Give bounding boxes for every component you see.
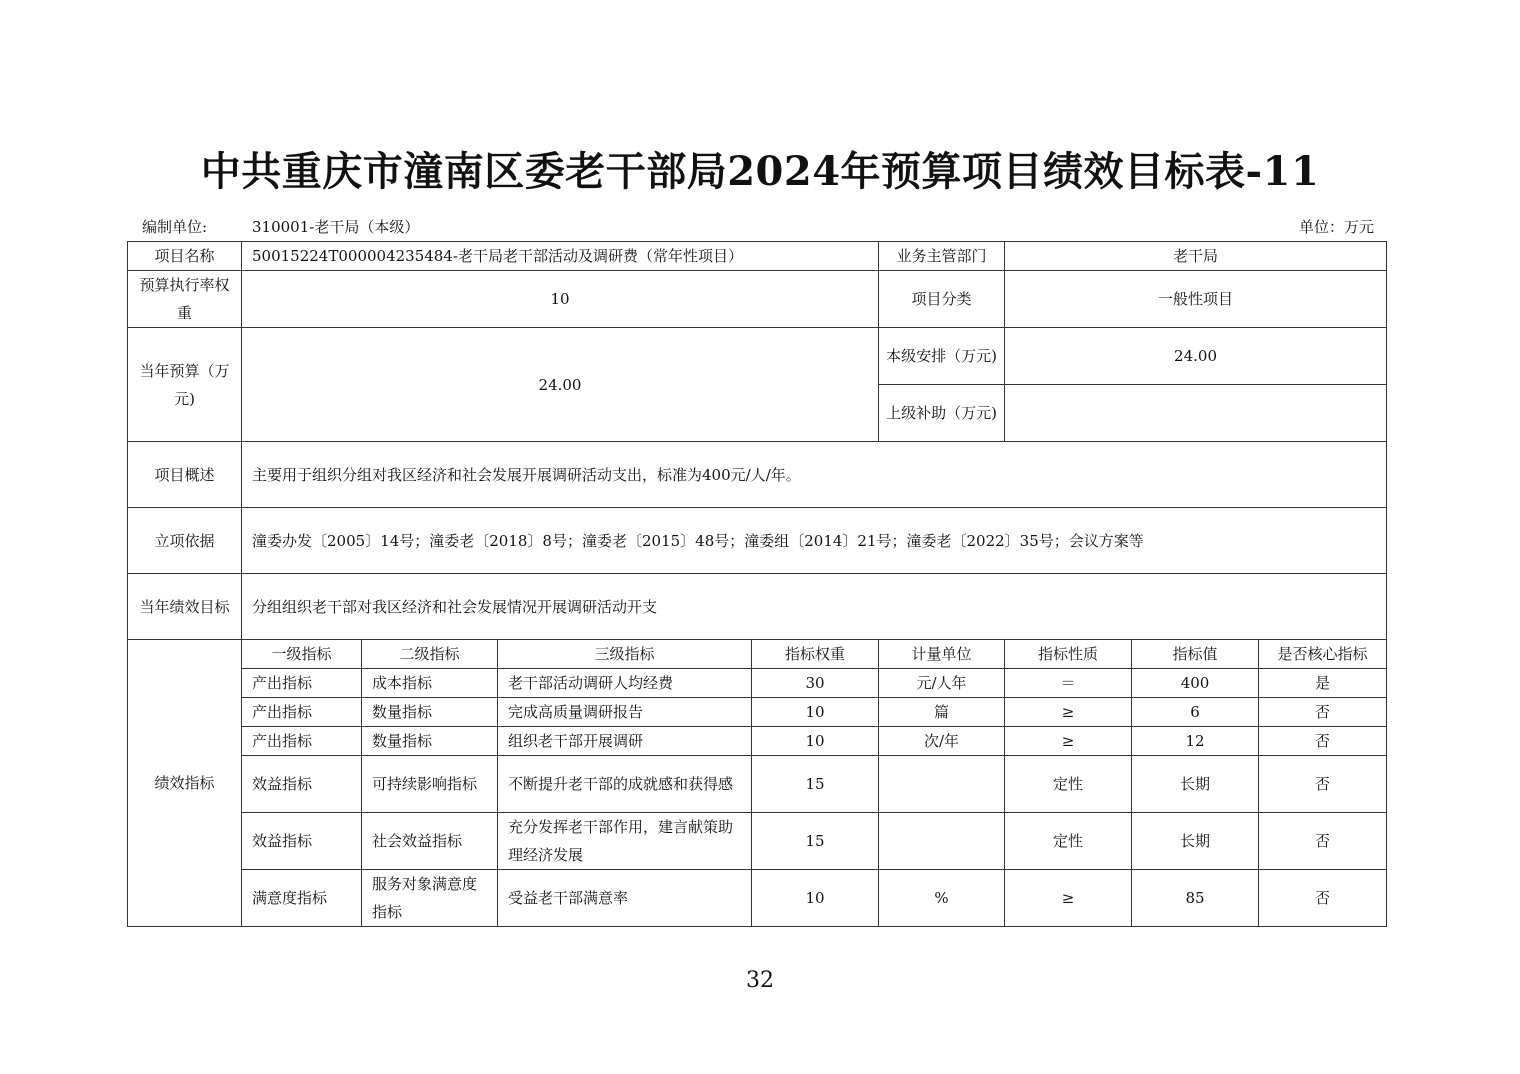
indicator-core: 是: [1259, 669, 1387, 698]
indicator-level3: 充分发挥老干部作用，建言献策助理经济发展: [498, 813, 752, 870]
rate-label: 预算执行率权重: [128, 271, 242, 328]
prepared-by-value: 310001-老干局（本级）: [252, 218, 420, 236]
indicator-weight: 30: [752, 669, 879, 698]
indicator-core: 否: [1259, 813, 1387, 870]
indicator-level1: 产出指标: [242, 727, 362, 756]
rate-row: [128, 271, 1387, 328]
indicator-value: 长期: [1132, 813, 1259, 870]
header-core: 是否核心指标: [1259, 640, 1387, 669]
indicator-value: 85: [1132, 870, 1259, 927]
performance-table: [127, 241, 1387, 927]
indicator-header-row: [128, 640, 1387, 669]
indicator-unit: [879, 756, 1005, 813]
indicator-level2: 可持续影响指标: [362, 756, 498, 813]
indicators-section-label: 绩效指标: [128, 640, 242, 927]
header-value: 指标值: [1132, 640, 1259, 669]
basis-label: 立项依据: [128, 508, 242, 574]
overview-label: 项目概述: [128, 442, 242, 508]
indicator-row: [128, 727, 1387, 756]
basis-value: 潼委办发〔2005〕14号；潼委老〔2018〕8号；潼委老〔2015〕48号；潼委组〔2014〕21号；潼委老〔2022〕35号；会议方案等: [242, 508, 1387, 574]
header-level2: 二级指标: [362, 640, 498, 669]
indicator-core: 否: [1259, 756, 1387, 813]
basis-row: [128, 508, 1387, 574]
indicator-weight: 15: [752, 756, 879, 813]
indicator-level1: 产出指标: [242, 669, 362, 698]
overview-value: 主要用于组织分组对我区经济和社会发展开展调研活动支出，标准为400元/人/年。: [242, 442, 1387, 508]
budget-label: 当年预算（万元): [128, 328, 242, 442]
page-number: 32: [746, 968, 774, 993]
indicator-unit: %: [879, 870, 1005, 927]
indicator-unit: [879, 813, 1005, 870]
budget-row: [128, 328, 1387, 385]
indicator-level2: 成本指标: [362, 669, 498, 698]
indicator-weight: 10: [752, 727, 879, 756]
indicator-row: [128, 813, 1387, 870]
indicator-level3: 组织老干部开展调研: [498, 727, 752, 756]
indicator-level2: 服务对象满意度指标: [362, 870, 498, 927]
header-level3: 三级指标: [498, 640, 752, 669]
indicator-level2: 数量指标: [362, 698, 498, 727]
indicator-level2: 数量指标: [362, 727, 498, 756]
indicator-core: 否: [1259, 698, 1387, 727]
upper-budget-value: [1005, 385, 1387, 442]
local-budget-value: 24.00: [1005, 328, 1387, 385]
indicator-nature: ＝: [1005, 669, 1132, 698]
indicator-unit: 篇: [879, 698, 1005, 727]
indicator-level2: 社会效益指标: [362, 813, 498, 870]
indicator-level3: 受益老干部满意率: [498, 870, 752, 927]
goal-label: 当年绩效目标: [128, 574, 242, 640]
indicator-level3: 完成高质量调研报告: [498, 698, 752, 727]
overview-row: [128, 442, 1387, 508]
indicator-unit: 元/人年: [879, 669, 1005, 698]
indicator-weight: 10: [752, 698, 879, 727]
indicator-nature: ≥: [1005, 698, 1132, 727]
indicator-weight: 15: [752, 813, 879, 870]
project-name-value: 50015224T000004235484-老干局老干部活动及调研费（常年性项目）: [242, 242, 879, 271]
indicator-value: 400: [1132, 669, 1259, 698]
local-budget-label: 本级安排（万元): [879, 328, 1005, 385]
indicator-level1: 产出指标: [242, 698, 362, 727]
indicator-nature: 定性: [1005, 756, 1132, 813]
indicator-row: [128, 698, 1387, 727]
indicator-level1: 效益指标: [242, 756, 362, 813]
indicator-value: 长期: [1132, 756, 1259, 813]
indicator-level1: 效益指标: [242, 813, 362, 870]
indicator-row: [128, 669, 1387, 698]
project-name-row: [128, 242, 1387, 271]
category-value: 一般性项目: [1005, 271, 1387, 328]
dept-label: 业务主管部门: [879, 242, 1005, 271]
indicator-value: 12: [1132, 727, 1259, 756]
indicator-core: 否: [1259, 727, 1387, 756]
indicator-level3: 老干部活动调研人均经费: [498, 669, 752, 698]
indicator-nature: ≥: [1005, 870, 1132, 927]
header-unit: 计量单位: [879, 640, 1005, 669]
budget-value: 24.00: [242, 328, 879, 442]
indicator-value: 6: [1132, 698, 1259, 727]
header-weight: 指标权重: [752, 640, 879, 669]
indicator-core: 否: [1259, 870, 1387, 927]
indicator-nature: ≥: [1005, 727, 1132, 756]
indicator-nature: 定性: [1005, 813, 1132, 870]
indicator-row: [128, 870, 1387, 927]
goal-row: [128, 574, 1387, 640]
upper-budget-label: 上级补助（万元): [879, 385, 1005, 442]
category-label: 项目分类: [879, 271, 1005, 328]
prepared-by-label: 编制单位:: [142, 218, 208, 236]
indicator-level1: 满意度指标: [242, 870, 362, 927]
header-nature: 指标性质: [1005, 640, 1132, 669]
header-level1: 一级指标: [242, 640, 362, 669]
indicator-unit: 次/年: [879, 727, 1005, 756]
goal-value: 分组组织老干部对我区经济和社会发展情况开展调研活动开支: [242, 574, 1387, 640]
project-name-label: 项目名称: [128, 242, 242, 271]
currency-unit: 单位：万元: [1298, 218, 1374, 236]
page-title: 中共重庆市潼南区委老干部局2024年预算项目绩效目标表-11: [200, 148, 1320, 195]
dept-value: 老干局: [1005, 242, 1387, 271]
indicator-row: [128, 756, 1387, 813]
indicator-weight: 10: [752, 870, 879, 927]
rate-value: 10: [242, 271, 879, 328]
indicator-level3: 不断提升老干部的成就感和获得感: [498, 756, 752, 813]
